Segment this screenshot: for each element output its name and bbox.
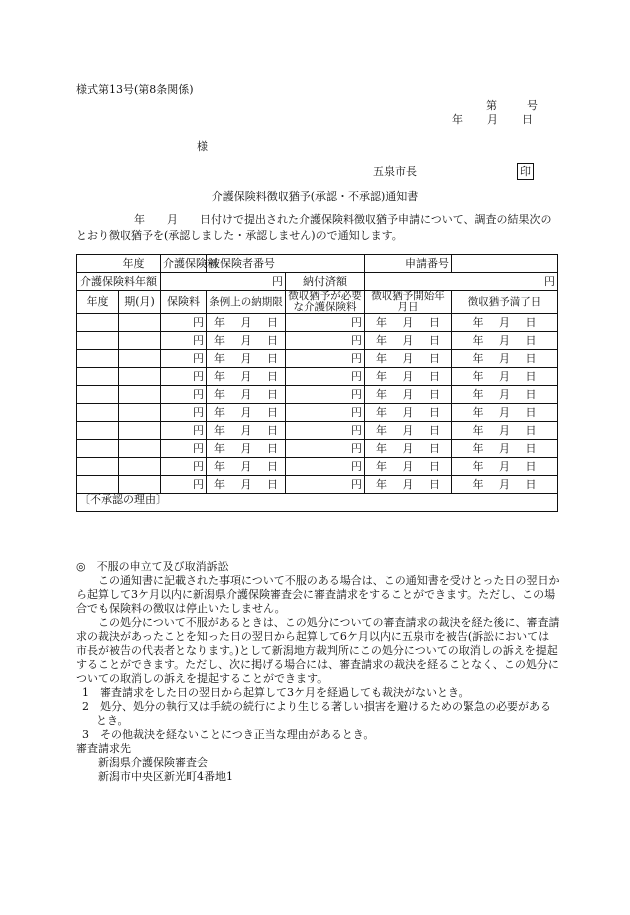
cell-period	[119, 422, 161, 440]
notes-paragraph-2: この処分について不服があるときは、この処分についての審査請求の裁決を経た後に、審査請求の裁決があったことを知った日の翌日から起算して6ケ月以内に五泉市を被告(訴訟においては市長が被告の代表者となります。)として新潟地方裁判所にこの処分についての取消しの訴えを提起することができます。ただし、次に掲げる場合には、審査請求の裁決を経ることなく、この処分についての取消しの訴えを提起することができます。	[76, 616, 560, 685]
cell-start-date: 年 月 日	[365, 422, 452, 440]
addressee-suffix: 様	[197, 140, 208, 153]
deferral-table	[76, 254, 558, 512]
issue-date-line	[452, 113, 533, 127]
cell-deferred-amount: 円	[286, 440, 365, 458]
notes-heading: ◎ 不服の申立て及び取消訴訟	[76, 560, 229, 573]
cell-period	[119, 350, 161, 368]
cell-due-date: 年 月 日	[207, 422, 286, 440]
issuer-name: 五泉市長	[373, 165, 417, 178]
cell-end-date: 年 月 日	[452, 440, 558, 458]
cell-premium: 円	[161, 368, 207, 386]
paid-amount-label: 納付済額	[286, 273, 365, 291]
document-title: 介護保険料徴収猶予(承認・不承認)通知書	[211, 190, 419, 203]
cell-deferred-amount: 円	[286, 404, 365, 422]
cell-end-date: 年 月 日	[452, 404, 558, 422]
cell-fiscal-year	[77, 458, 119, 476]
cell-due-date: 年 月 日	[207, 314, 286, 332]
cell-end-date: 年 月 日	[452, 332, 558, 350]
cell-period	[119, 386, 161, 404]
cell-start-date: 年 月 日	[365, 350, 452, 368]
cell-fiscal-year	[77, 422, 119, 440]
rejection-reason-box: 〔不承認の理由〕	[77, 494, 558, 512]
cell-fiscal-year	[77, 440, 119, 458]
col-deferred-amount: 徴収猶予が必要な介護保険料	[286, 291, 365, 314]
col-end-date: 徴収猶予満了日	[452, 291, 558, 314]
cell-premium: 円	[161, 422, 207, 440]
cell-deferred-amount: 円	[286, 350, 365, 368]
cell-premium: 円	[161, 404, 207, 422]
cell-fiscal-year	[77, 368, 119, 386]
cell-due-date: 年 月 日	[207, 386, 286, 404]
table-row	[77, 332, 558, 350]
cell-period	[119, 476, 161, 494]
cell-due-date: 年 月 日	[207, 458, 286, 476]
cell-deferred-amount: 円	[286, 458, 365, 476]
cell-due-date: 年 月 日	[207, 350, 286, 368]
application-number-value	[452, 255, 558, 273]
seal-mark: 印	[517, 163, 534, 180]
cell-deferred-amount: 円	[286, 368, 365, 386]
col-due-date: 条例上の納期限	[207, 291, 286, 314]
table-data-rows	[77, 314, 558, 494]
cell-start-date: 年 月 日	[365, 440, 452, 458]
cell-due-date: 年 月 日	[207, 404, 286, 422]
cell-start-date: 年 月 日	[365, 458, 452, 476]
cell-end-date: 年 月 日	[452, 476, 558, 494]
cell-start-date: 年 月 日	[365, 404, 452, 422]
cell-premium: 円	[161, 440, 207, 458]
cell-premium: 円	[161, 350, 207, 368]
form-number: 様式第13号(第8条関係)	[76, 83, 194, 96]
cell-start-date: 年 月 日	[365, 386, 452, 404]
cell-end-date: 年 月 日	[452, 314, 558, 332]
table-row	[77, 386, 558, 404]
cell-start-date: 年 月 日	[365, 332, 452, 350]
cell-fiscal-year	[77, 332, 119, 350]
cell-start-date: 年 月 日	[365, 476, 452, 494]
cell-deferred-amount: 円	[286, 476, 365, 494]
date-month: 月	[487, 113, 498, 126]
table-row	[77, 404, 558, 422]
col-fiscal-year: 年度	[77, 291, 119, 314]
cell-due-date: 年 月 日	[207, 332, 286, 350]
cell-fiscal-year	[77, 350, 119, 368]
intro-paragraph: 年 月 日付けで提出された介護保険料徴収猶予申請について、調査の結果次のとおり徴収猶予を(承認しました・承認しません)ので通知します。	[76, 213, 552, 242]
cell-period	[119, 368, 161, 386]
cell-deferred-amount: 円	[286, 386, 365, 404]
fiscal-year-cell: 年度	[77, 255, 161, 273]
cell-premium: 円	[161, 386, 207, 404]
cell-period	[119, 404, 161, 422]
cell-end-date: 年 月 日	[452, 386, 558, 404]
col-start-date: 徴収猶予開始年月日	[365, 291, 452, 314]
appeal-destination-address: 新潟市中央区新光町4番地1	[98, 770, 233, 783]
cell-due-date: 年 月 日	[207, 476, 286, 494]
table-row	[77, 458, 558, 476]
cell-premium: 円	[161, 332, 207, 350]
cell-end-date: 年 月 日	[452, 458, 558, 476]
cell-deferred-amount: 円	[286, 314, 365, 332]
cell-fiscal-year	[77, 314, 119, 332]
table-row-amounts	[77, 273, 558, 291]
cell-premium: 円	[161, 314, 207, 332]
cell-period	[119, 440, 161, 458]
table-row	[77, 440, 558, 458]
cell-deferred-amount: 円	[286, 422, 365, 440]
cell-premium: 円	[161, 476, 207, 494]
number-dai: 第	[486, 99, 497, 112]
col-period: 期(月)	[119, 291, 161, 314]
col-premium: 保険料	[161, 291, 207, 314]
cell-period	[119, 332, 161, 350]
application-number-label: 申請番号	[365, 255, 452, 273]
appeal-destination-name: 新潟県介護保険審査会	[98, 756, 208, 769]
cell-due-date: 年 月 日	[207, 440, 286, 458]
notes-paragraph-1: この通知書に記載された事項について不服のある場合は、この通知書を受けとった日の翌日から起算して3ケ月以内に新潟県介護保険審査会に審査請求をすることができます。ただし、この場合でも保険料の徴収は停止いたしません。	[76, 574, 560, 615]
table-row	[77, 350, 558, 368]
notes-item-2: 2 処分、処分の執行又は手続の続行により生じる著しい損害を避けるための緊急の必要があるとき。	[82, 700, 551, 727]
notes-item-1: 1 審査請求をした日の翌日から起算して3ケ月を経過しても裁決がないとき。	[82, 686, 470, 699]
number-go: 号	[527, 99, 538, 112]
appeal-destination-label: 審査請求先	[76, 742, 131, 755]
reason-row	[77, 494, 558, 512]
cell-start-date: 年 月 日	[365, 368, 452, 386]
table-row	[77, 368, 558, 386]
table-row-top	[77, 255, 558, 273]
cell-fiscal-year	[77, 476, 119, 494]
cell-start-date: 年 月 日	[365, 314, 452, 332]
date-day: 日	[522, 113, 533, 126]
document-number-line	[486, 99, 538, 113]
table-column-headers	[77, 291, 558, 314]
cell-fiscal-year	[77, 386, 119, 404]
cell-period	[119, 314, 161, 332]
table-row	[77, 476, 558, 494]
date-year: 年	[452, 113, 463, 126]
cell-end-date: 年 月 日	[452, 368, 558, 386]
table-row	[77, 422, 558, 440]
annual-amount-label: 介護保険料年額	[77, 273, 161, 291]
appeal-notes	[76, 560, 560, 784]
cell-fiscal-year	[77, 404, 119, 422]
annual-amount-value: 円	[161, 273, 286, 291]
cell-end-date: 年 月 日	[452, 422, 558, 440]
cell-premium: 円	[161, 458, 207, 476]
insurance-label-cell: 介護保険料	[161, 255, 207, 273]
cell-end-date: 年 月 日	[452, 350, 558, 368]
paid-amount-value: 円	[365, 273, 558, 291]
insured-number-cell: 被保険者番号	[207, 255, 365, 273]
notes-item-3: 3 その他裁決を経ないことにつき正当な理由があるとき。	[82, 728, 375, 741]
cell-deferred-amount: 円	[286, 332, 365, 350]
cell-period	[119, 458, 161, 476]
cell-due-date: 年 月 日	[207, 368, 286, 386]
table-row	[77, 314, 558, 332]
